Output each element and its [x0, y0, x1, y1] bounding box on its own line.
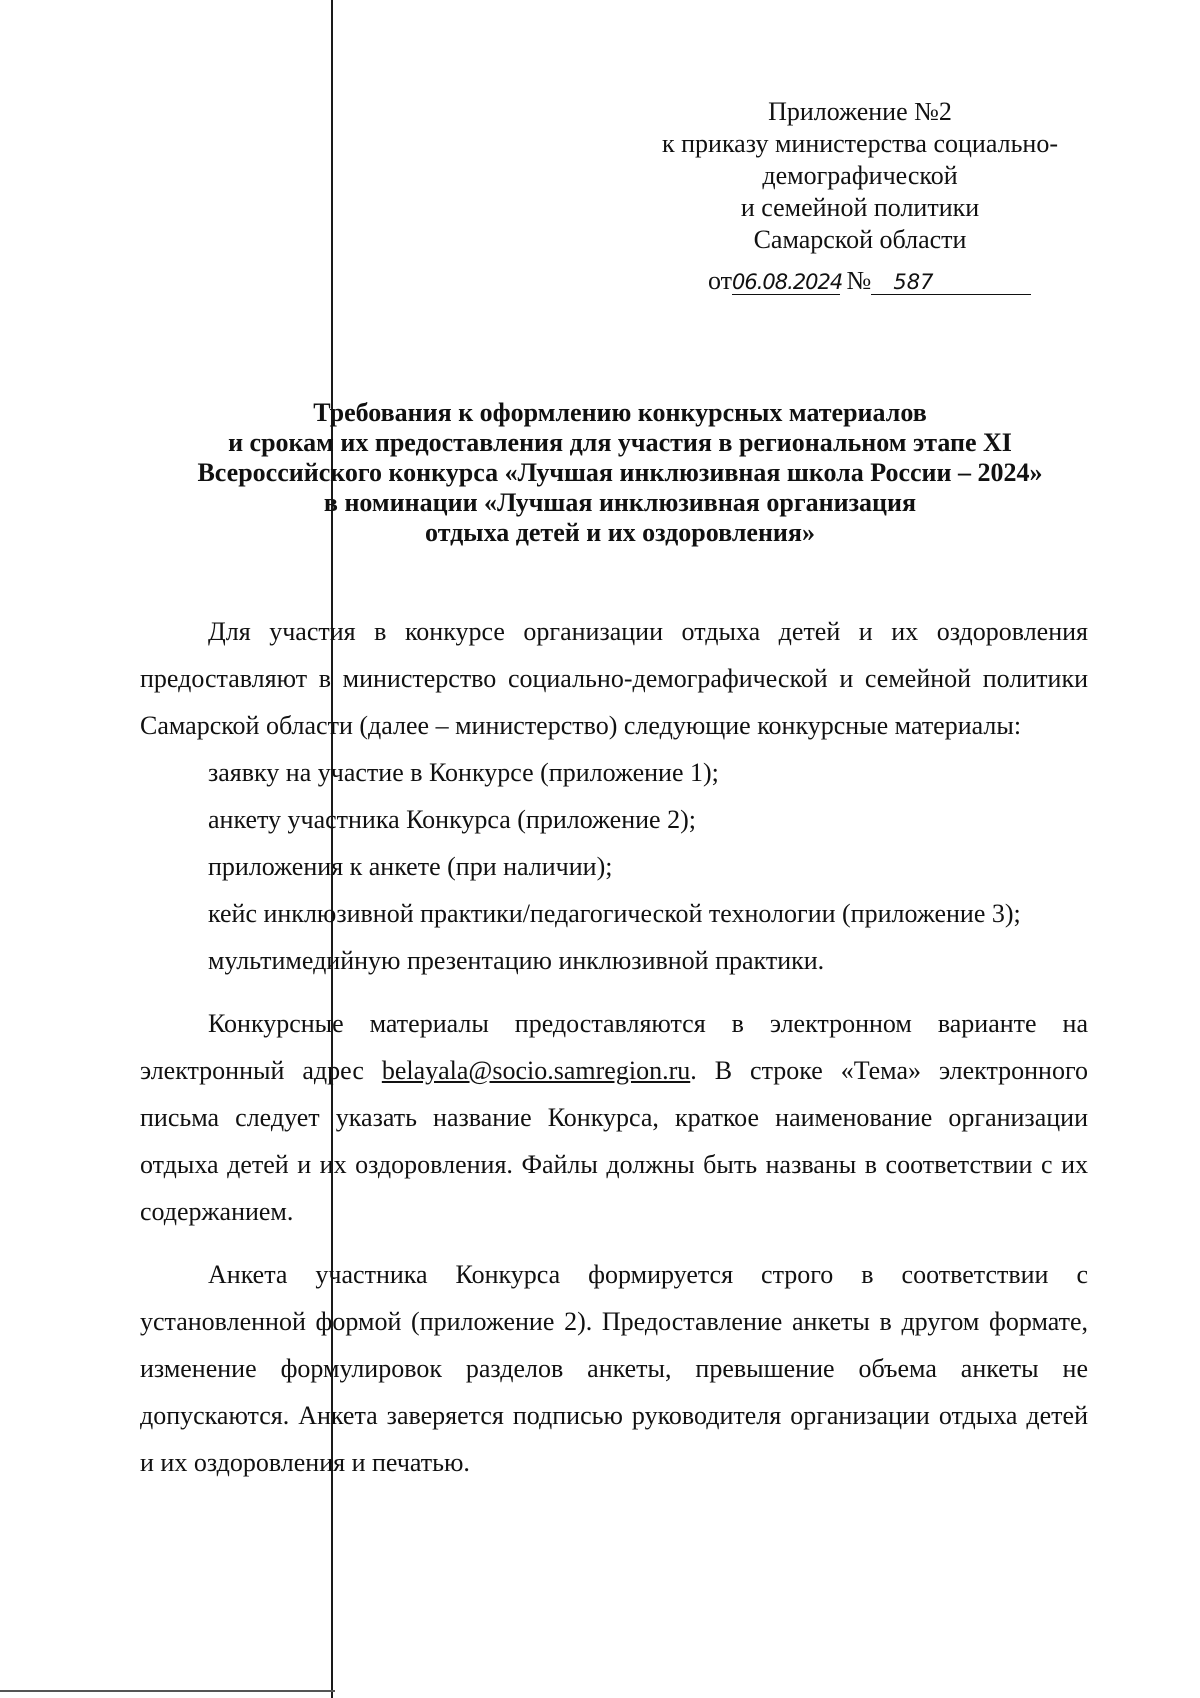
document-body: [140, 608, 1088, 1486]
title-line-2: и срокам их предоставления для участия в региональном этапе XI: [228, 428, 1012, 457]
document-title: [140, 398, 1100, 548]
order-reference-line-2: демографической: [762, 161, 958, 190]
title-line-5: отдыха детей и их оздоровления»: [425, 518, 815, 547]
order-date-number-row: [708, 265, 1031, 297]
list-item: приложения к анкете (при наличии);: [208, 852, 613, 881]
form-requirements-paragraph: Анкета участника Конкурса формируется строго в соответствии с установленной формой (приложение 2). Предоставление анкеты в другом формате, изменение формулировок разделов анкеты, превышение объема анкеты не допускаются. Анкета заверяется подписью руководителя организации отдыха детей и их оздоровления и печатью.: [140, 1260, 1088, 1477]
appendix-number: Приложение №2: [768, 97, 952, 126]
order-reference-line-1: к приказу министерства социально-: [661, 129, 1059, 158]
intro-paragraph: Для участия в конкурсе организации отдыха детей и их оздоровления предоставляют в министерство социально-демографической и семейной политики Самарской области (далее – министерство) следующие конкурсные материалы:: [140, 617, 1088, 740]
order-reference-line-3: и семейной политики: [740, 193, 980, 222]
appendix-header: [620, 96, 1100, 256]
email-paragraph-end: . В строке «Тема» электронного письма следует указать название Конкурса, краткое наименование организации отдыха детей и их оздоровления. Файлы должны быть названы в соответствии с их содержанием.: [140, 1056, 1088, 1226]
scan-artifact-bottom-line: [0, 1690, 335, 1692]
email-link[interactable]: belayala@socio.samregion.ru: [381, 1056, 691, 1085]
title-line-3: Всероссийского конкурса «Лучшая инклюзивная школа России – 2024»: [197, 458, 1043, 487]
handwritten-number: 587: [871, 270, 1031, 295]
email-paragraph: [140, 1000, 1088, 1235]
number-prefix: №: [846, 266, 872, 295]
email-paragraph-start: Конкурсные материалы предоставляются в электронном варианте на электронный адрес: [140, 1009, 1088, 1085]
handwritten-date: 06.08.2024: [732, 270, 843, 294]
date-prefix: от: [708, 266, 733, 295]
title-line-4: в номинации «Лучшая инклюзивная организация: [323, 488, 917, 517]
title-line-1: Требования к оформлению конкурсных материалов: [313, 398, 927, 427]
list-item: анкету участника Конкурса (приложение 2);: [208, 805, 696, 834]
list-item: кейс инклюзивной практики/педагогической технологии (приложение 3);: [208, 899, 1021, 928]
list-item: мультимедийную презентацию инклюзивной практики.: [208, 946, 825, 975]
list-item: заявку на участие в Конкурсе (приложение 1);: [208, 758, 719, 787]
order-reference-line-4: Самарской области: [753, 225, 967, 254]
